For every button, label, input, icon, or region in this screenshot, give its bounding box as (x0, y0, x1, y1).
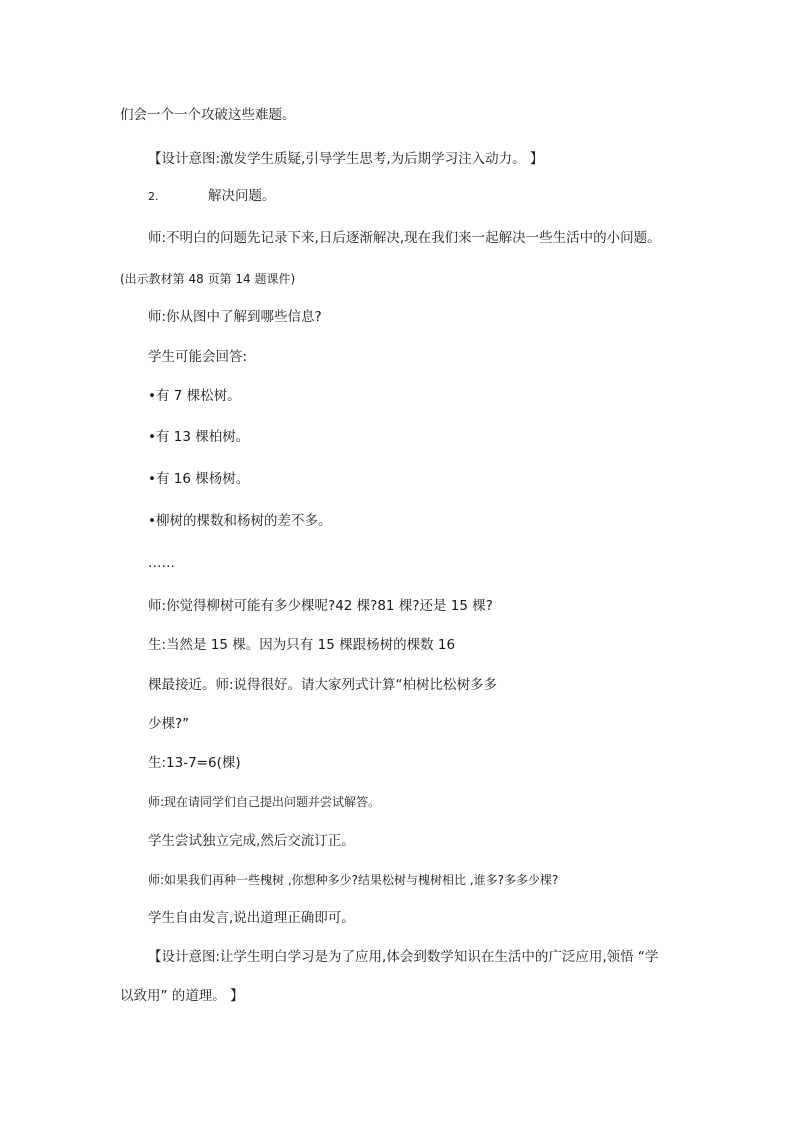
design-intent-note: 【设计意图:激发学生质疑,引导学生思考,为后期学习注入动力。 】 (148, 151, 544, 167)
paragraph-line: 师:你觉得柳树可能有多少棵呢?42 棵?81 棵?还是 15 棵? (148, 598, 493, 614)
paragraph-line: 生:13-7=6(棵) (148, 755, 241, 771)
paragraph-line: 们会一个一个攻破这些难题。 (120, 107, 296, 123)
paragraph-line: 师:不明白的问题先记录下来,日后逐渐解决,现在我们来一起解决一些生活中的小问题。 (148, 230, 661, 246)
ellipsis: …… (148, 555, 175, 571)
section-number: 2. (148, 190, 159, 203)
list-item: •有 7 棵松树。 (148, 388, 241, 404)
paragraph-line: 师:你从图中了解到哪些信息? (148, 309, 322, 325)
paragraph-line: 师:如果我们再种一些槐树 ,你想种多少?结果松树与槐树相比 ,谁多?多多少棵? (148, 873, 559, 887)
design-intent-note-continued: 以致用” 的道理。 】 (120, 988, 244, 1004)
section-heading: 解决问题。 (208, 188, 276, 204)
paragraph-line: 学生尝试独立完成,然后交流订正。 (148, 833, 355, 849)
paragraph-line: 学生自由发言,说出道理正确即可。 (148, 910, 355, 926)
paragraph-line: 生:当然是 15 棵。因为只有 15 棵跟杨树的棵数 16 (148, 637, 456, 653)
paragraph-line: (出示教材第 48 页第 14 题课件) (120, 272, 296, 286)
list-item: •柳树的棵数和杨树的差不多。 (148, 513, 332, 529)
list-item: •有 16 棵杨树。 (148, 471, 250, 487)
paragraph-line: 少棵?” (148, 716, 190, 732)
paragraph-line: 棵最接近。师:说得很好。请大家列式计算“柏树比松树多多 (148, 677, 498, 693)
paragraph-line: 师:现在请同学们自己提出问题并尝试解答。 (148, 795, 381, 809)
list-item: •有 13 棵柏树。 (148, 429, 250, 445)
design-intent-note: 【设计意图:让学生明白学习是为了应用,体会到数学知识在生活中的广泛应用,领悟 “学 (148, 949, 659, 965)
paragraph-line: 学生可能会回答: (148, 349, 248, 365)
